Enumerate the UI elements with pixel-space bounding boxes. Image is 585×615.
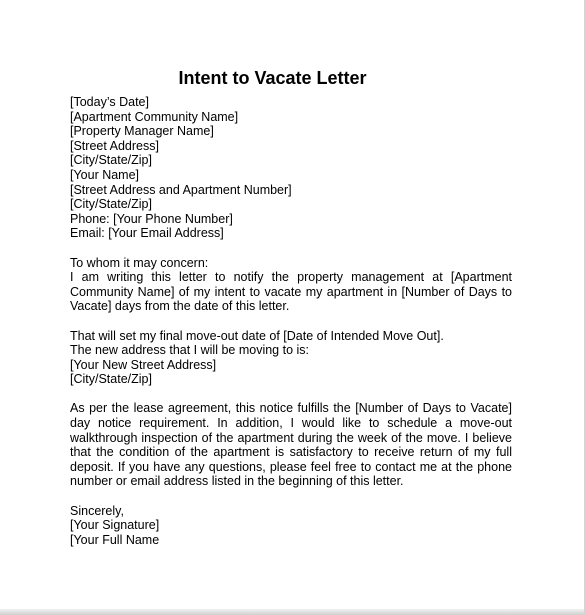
closing-line: Sincerely, (70, 503, 124, 518)
signature-line: [Your Signature] (70, 518, 160, 533)
new-street-line: [Your New Street Address] (70, 357, 217, 372)
letter-title: Intent to Vacate Letter (178, 68, 367, 88)
your-city-line: [City/State/Zip] (70, 197, 152, 212)
intent-paragraph: I am writing this letter to notify the property management at [Apartment Community Name] of my intent to vacate my apartment in [Number of Days to Vacate] days from the date of this letter. (70, 270, 512, 314)
new-address-intro: The new address that I will be moving to is: (70, 343, 310, 358)
spacer (70, 387, 512, 402)
lease-paragraph: As per the lease agreement, this notice fulfills the [Number of Days to Vacate] day notice requirement. In addition, I would like to schedule a move-out walkthrough inspection of the apartment during the week of the move. I believe that the condition of the apartment is satisfactory to receive return of my full deposit. If you have any questions, please feel free to contact me at the phone number or email address listed in the beginning of this letter. (70, 401, 512, 489)
your-name-line: [Your Name] (70, 167, 140, 182)
new-city-line: [City/State/Zip] (70, 372, 152, 387)
city-state-zip-line: [City/State/Zip] (70, 153, 152, 168)
full-name-line: [Your Full Name (70, 532, 160, 547)
your-address-line: [Street Address and Apartment Number] (70, 182, 292, 197)
phone-line: Phone: [Your Phone Number] (70, 211, 233, 226)
spacer (70, 489, 512, 504)
spacer (70, 241, 512, 256)
spacer (70, 314, 512, 329)
letter-body (70, 95, 512, 547)
manager-name-line: [Property Manager Name] (70, 124, 214, 139)
email-line: Email: [Your Email Address] (70, 226, 224, 241)
community-name-line: [Apartment Community Name] (70, 109, 239, 124)
street-address-line: [Street Address] (70, 138, 159, 153)
move-out-line: That will set my final move-out date of [Date of Intended Move Out]. (70, 328, 444, 343)
sender-block (70, 95, 512, 241)
date-line: [Today’s Date] (70, 95, 149, 109)
salutation: To whom it may concern: (70, 255, 209, 270)
